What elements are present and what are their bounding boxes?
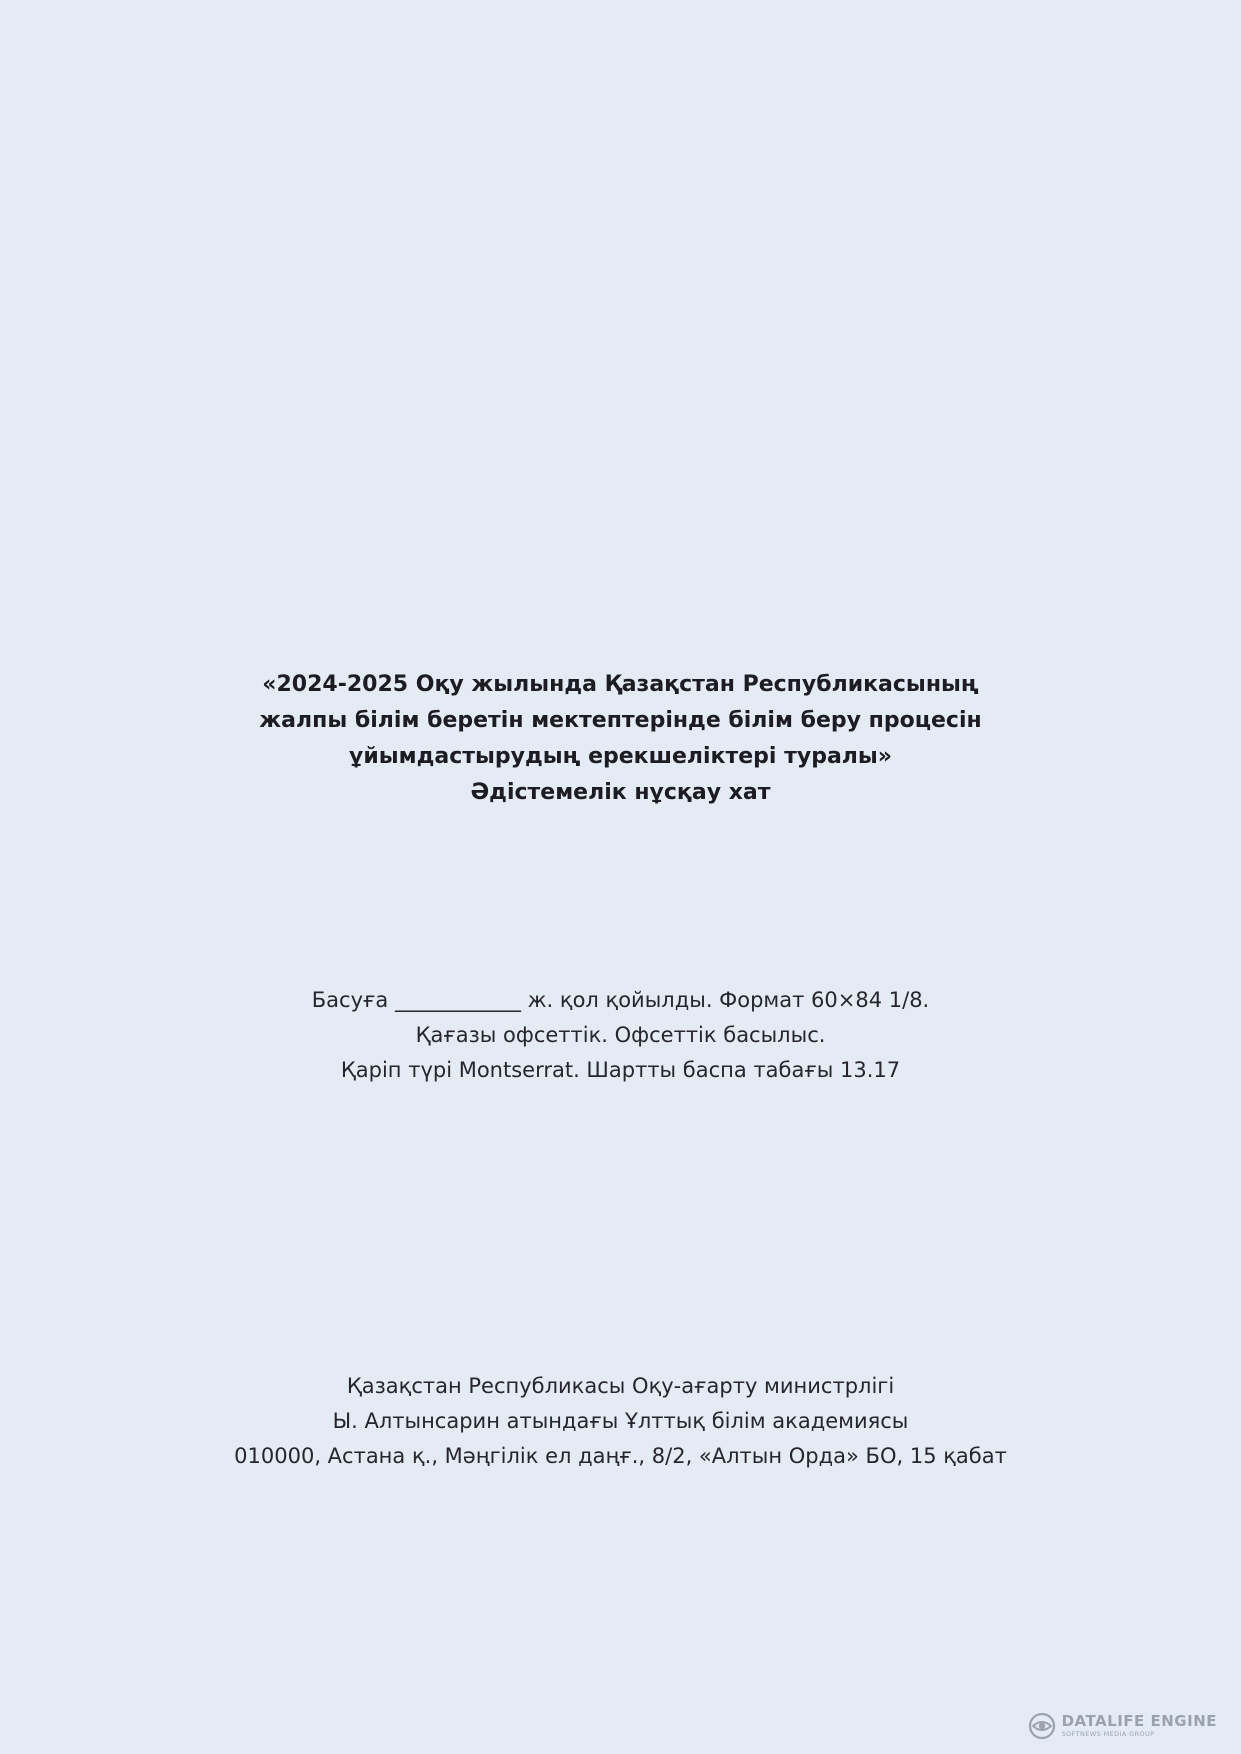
imprint-line: Басуға ____________ ж. қол қойылды. Формат 60×84 1/8. (311, 988, 930, 1012)
watermark-title: DATALIFE ENGINE (1061, 1712, 1217, 1731)
imprint-line: Қағазы офсеттік. Офсеттік басылыс. (415, 1023, 826, 1047)
publisher-line: Ы. Алтынсарин атындағы Ұлттық білім академиясы (332, 1409, 909, 1433)
publisher-info (0, 1369, 1241, 1474)
title-line: ұйымдастырудың ерекшеліктері туралы» (348, 744, 893, 769)
watermark-subtitle: SOFTNEWS MEDIA GROUP (1061, 1730, 1155, 1739)
publisher-address: 010000, Астана қ., Мәңгілік ел даңғ., 8/2, «Алтын Орда» БО, 15 қабат (234, 1444, 1007, 1468)
title-line: «2024-2025 Оқу жылында Қазақстан Республикасының (262, 672, 979, 697)
title-line: жалпы білім беретін мектептерінде білім беру процесін (259, 708, 982, 733)
publisher-line: Қазақстан Республикасы Оқу-ағарту министрлігі (346, 1374, 895, 1398)
watermark (1028, 1712, 1217, 1740)
document-title (0, 667, 1241, 811)
imprint-info (0, 983, 1241, 1088)
imprint-line: Қаріп түрі Montserrat. Шартты баспа табағы 13.17 (340, 1058, 901, 1082)
title-subtitle: Әдістемелік нұсқау хат (470, 780, 771, 805)
eye-logo-icon (1028, 1712, 1056, 1740)
